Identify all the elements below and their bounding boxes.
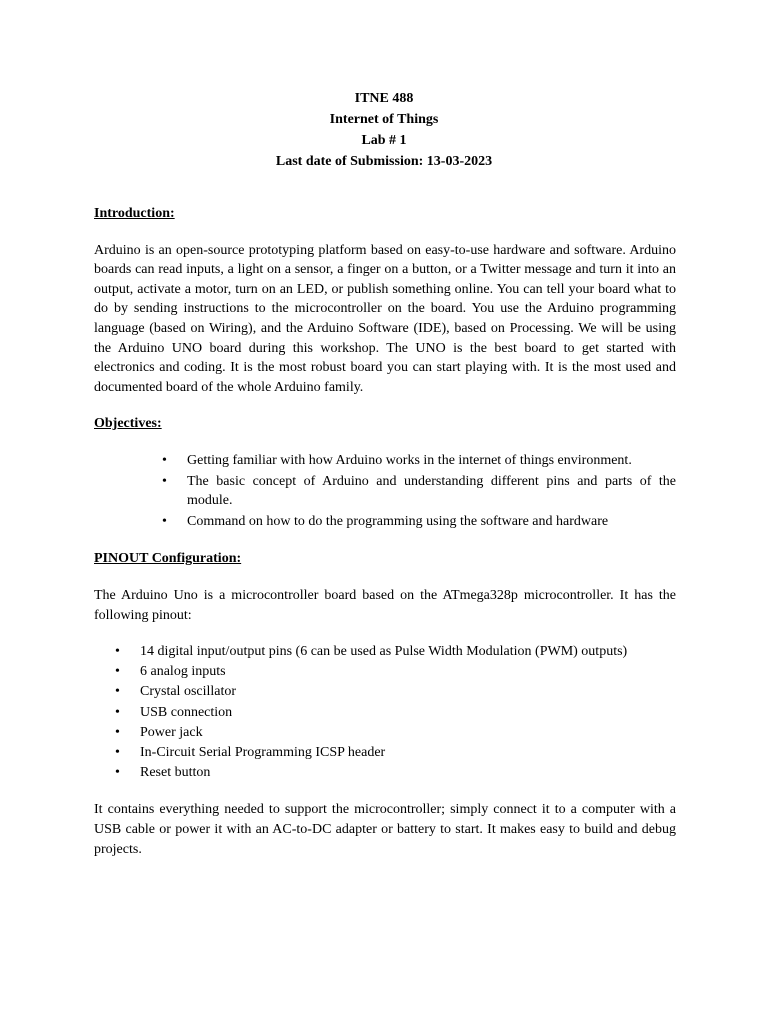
pinout-item-text: Power jack [140, 724, 203, 740]
pinout-heading: PINOUT Configuration: [94, 551, 242, 567]
bullet-icon: • [115, 704, 120, 720]
pinout-item-text: 14 digital input/output pins (6 can be used as Pulse Width Modulation (PWM) outputs) [140, 644, 628, 660]
list-item [115, 723, 676, 743]
bullet-icon: • [162, 473, 167, 489]
list-item [162, 472, 676, 511]
pinout-intro-text: The Arduino Uno is a microcontroller board based on the ATmega328p microcontroller. It has the following pinout: [94, 587, 676, 623]
list-item [115, 743, 676, 763]
bullet-icon: • [115, 684, 120, 700]
pinout-item-text: USB connection [140, 704, 233, 720]
objectives-heading: Objectives: [94, 416, 162, 432]
pinout-item-text: 6 analog inputs [140, 664, 226, 680]
course-code: ITNE 488 [354, 91, 414, 106]
pinout-item-text: Reset button [140, 765, 211, 781]
bullet-icon: • [162, 452, 167, 468]
list-item [115, 703, 676, 723]
bullet-icon: • [115, 644, 120, 660]
document-body [94, 204, 676, 859]
introduction-heading: Introduction: [94, 206, 175, 221]
introduction-text: Arduino is an open-source prototyping platform based on easy-to-use hardware and software. Arduino boards can read inputs, a light on a sensor, a finger on a button, or a Twitter message and turn it into an output, activate a motor, turn on an LED, or publish something online. You can tell your board what to do by sending instructions to the microcontroller on the board. You use the Arduino programming language (based on Wiring), and the Arduino Software (IDE), based on Processing. We will be using the Arduino UNO board during this workshop. The UNO is the best board to get started with electronics and coding. It is the most robust board you can start playing with. It is the most used and documented board of the whole Arduino family. [94, 242, 676, 395]
submission-deadline: Last date of Submission: 13-03-2023 [275, 154, 493, 169]
course-title: Internet of Things [329, 112, 439, 127]
list-item [115, 682, 676, 702]
pinout-item-text: Crystal oscillator [140, 684, 237, 700]
document-header [0, 88, 768, 172]
lab-number: Lab # 1 [361, 133, 407, 148]
bullet-icon: • [162, 513, 167, 529]
list-item [162, 512, 676, 532]
list-item [115, 662, 676, 682]
objective-text: Command on how to do the programming using the software and hardware [187, 513, 609, 529]
bullet-icon: • [115, 765, 120, 781]
list-item [162, 451, 676, 471]
objective-text: The basic concept of Arduino and understanding different pins and parts of the module. [187, 473, 676, 509]
list-item [115, 763, 676, 783]
list-item [115, 642, 676, 662]
objectives-list [94, 451, 676, 531]
bullet-icon: • [115, 724, 120, 740]
bullet-icon: • [115, 745, 120, 761]
pinout-item-text: In-Circuit Serial Programming ICSP header [140, 745, 386, 761]
bullet-icon: • [115, 664, 120, 680]
pinout-closing-text: It contains everything needed to support the microcontroller; simply connect it to a computer with a USB cable or power it with an AC-to-DC adapter or battery to start. It makes easy to build and debug projects. [94, 802, 676, 857]
objective-text: Getting familiar with how Arduino works in the internet of things environment. [187, 452, 632, 468]
pinout-list [94, 642, 676, 783]
